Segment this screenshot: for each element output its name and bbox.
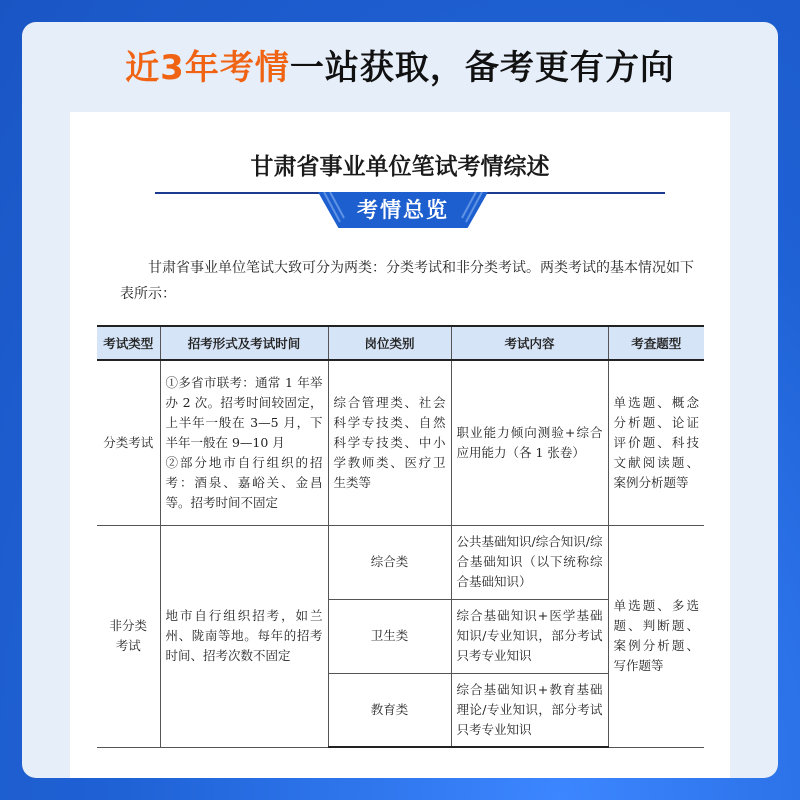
- cell-content-health: 综合基础知识+医学基础知识/专业知识，部分考试只考专业知识: [451, 599, 608, 673]
- cell-nonclassified-form: 地市自行组织招考，如兰州、陇南等地。每年的招考时间、招考次数不固定: [160, 525, 328, 747]
- table-header-row: [97, 326, 704, 360]
- document-page: [70, 112, 730, 778]
- classified-form-item-1: ①多省市联考：通常 1 年举办 2 次。招考时间较固定，上半年一般在 3—5 月，下半年一般在 9—10 月: [165, 374, 323, 450]
- promo-headline: [22, 40, 778, 96]
- header-content: 考试内容: [451, 326, 608, 360]
- document-title: 甘肃省事业单位笔试考情综述: [250, 153, 550, 180]
- cell-classified-content: 职业能力倾向测验+综合应用能力（各 1 张卷）: [451, 360, 608, 525]
- nonclassified-type-label: 非分类考试: [109, 618, 147, 653]
- cell-content-education: 综合基础知识+教育基础理论/专业知识，部分考试只考专业知识: [451, 673, 608, 747]
- table-row-classified: [97, 360, 704, 525]
- header-exam-type: 考试类型: [97, 326, 160, 360]
- table-row-nonclassified-general: [97, 525, 704, 599]
- cell-classified-question-types: 单选题、概念分析题、论证评价题、科技文献阅读题、案例分析题等: [608, 360, 704, 525]
- cell-classified-type: 分类考试: [97, 360, 160, 525]
- section-ribbon-label: 考情总览: [357, 197, 449, 222]
- exam-overview-table: [97, 325, 704, 748]
- cell-position-education: 教育类: [328, 673, 451, 747]
- cell-content-general: 公共基础知识/综合知识/综合基础知识（以下统称综合基础知识）: [451, 525, 608, 599]
- header-question-types: 考查题型: [608, 326, 704, 360]
- headline-highlight: 近3年考情: [125, 48, 290, 88]
- cell-classified-form: [160, 360, 328, 525]
- cell-classified-positions: 综合管理类、社会科学专技类、自然科学专技类、中小学教师类、医疗卫生类等: [328, 360, 451, 525]
- cell-nonclassified-question-types: 单选题、多选题、判断题、案例分析题、写作题等: [608, 525, 704, 747]
- intro-paragraph: 甘肃省事业单位笔试大致可分为两类：分类考试和非分类考试。两类考试的基本情况如下表所示：: [120, 260, 694, 302]
- cell-position-health: 卫生类: [328, 599, 451, 673]
- header-form-time: 招考形式及考试时间: [160, 326, 328, 360]
- classified-form-item-2: ②部分地市自行组织的招考：酒泉、嘉峪关、金昌等。招考时间不固定: [165, 454, 323, 510]
- header-position: 岗位类别: [328, 326, 451, 360]
- headline-rest: 一站获取，备考更有方向: [289, 48, 675, 88]
- cell-nonclassified-type: [97, 525, 160, 747]
- cell-position-general: 综合类: [328, 525, 451, 599]
